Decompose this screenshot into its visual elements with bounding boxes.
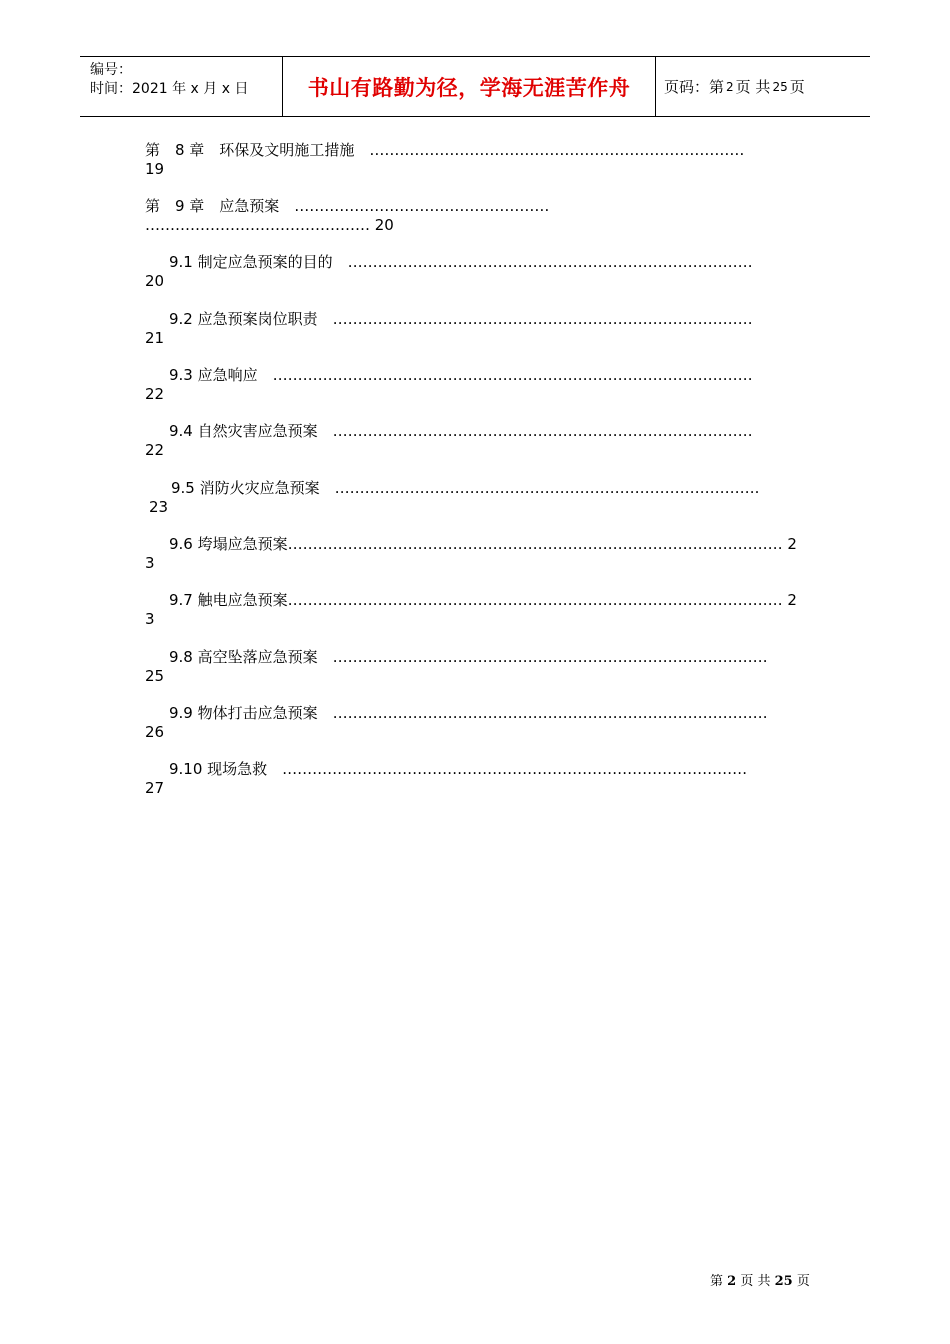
toc-entry-9-6[interactable] — [145, 535, 797, 573]
toc-entry-9-1[interactable] — [145, 253, 753, 291]
toc-entry-title: 9.4 自然灾害应急预案 ………………………………………………………………………… — [169, 422, 753, 440]
document-number-label: 编号： — [90, 62, 132, 78]
toc-entry-page: 19 — [145, 160, 165, 178]
footer-prefix: 第 — [710, 1274, 724, 1289]
toc-entry-page: 26 — [145, 723, 165, 741]
page-total: 25 — [772, 79, 788, 94]
toc-entry-title: 9.3 应急响应 …………………………………………………………………………………… — [169, 366, 753, 384]
toc-entry-page: 22 — [145, 441, 165, 459]
toc-entry-9-2[interactable] — [145, 310, 753, 348]
toc-entry-page: 3 — [145, 554, 155, 572]
toc-entry-9-5[interactable] — [145, 479, 759, 517]
toc-entry-title: 第 9 章 应急预案 …………………………………………… — [145, 197, 550, 215]
header-meta — [90, 61, 248, 99]
header-motto: 书山有路勤为径，学海无涯苦作舟 — [282, 57, 656, 116]
toc-entry-title: 9.6 垮塌应急预案……………………………………………………………………………………… 2 — [169, 535, 797, 553]
toc-entry-9-10[interactable] — [145, 760, 747, 798]
page-label-prefix: 页码：第 — [664, 78, 725, 96]
page-label-suffix: 页 — [789, 78, 805, 96]
page-header — [80, 56, 870, 117]
toc-entry-page: 23 — [149, 498, 169, 516]
toc-entry-title: 9.9 物体打击应急预案 …………………………………………………………………………… — [169, 704, 768, 722]
page-current: 2 — [726, 79, 734, 94]
toc-entry-title: 9.5 消防火灾应急预案 …………………………………………………………………………. — [171, 479, 760, 497]
document-time-label: 时间：2021 年 x 月 x 日 — [90, 81, 249, 97]
toc-entry-title: 9.1 制定应急预案的目的 ……………………………………………………………………… — [169, 253, 753, 271]
toc-entry-title: 9.7 触电应急预案……………………………………………………………………………………… 2 — [169, 591, 797, 609]
toc-entry-page: 20 — [145, 272, 165, 290]
toc-entry-page: 3 — [145, 610, 155, 628]
toc-entry-title: 第 8 章 环保及文明施工措施 ………………………………………………………………… — [145, 141, 745, 159]
header-page-indicator — [664, 57, 805, 116]
footer-mid: 页 共 — [740, 1274, 771, 1289]
footer-page-total: 25 — [774, 1274, 793, 1289]
toc-entry-page: 21 — [145, 329, 165, 347]
footer-page-current: 2 — [727, 1274, 737, 1289]
toc-entry-9-9[interactable] — [145, 704, 768, 742]
toc-entry-9-8[interactable] — [145, 648, 768, 686]
toc-entry-page: 22 — [145, 385, 165, 403]
footer-suffix: 页 — [796, 1274, 810, 1289]
page-footer — [710, 1270, 810, 1289]
toc-entry-title: 9.8 高空坠落应急预案 …………………………………………………………………………… — [169, 648, 768, 666]
toc-entry-9-4[interactable] — [145, 422, 753, 460]
toc-entry-title: 9.2 应急预案岗位职责 ………………………………………………………………………… — [169, 310, 753, 328]
toc-entry-page: 27 — [145, 779, 165, 797]
toc-entry-chapter-8[interactable] — [145, 141, 744, 179]
toc-entry-chapter-9[interactable] — [145, 197, 549, 235]
toc-entry-title: 9.10 现场急救 ………………………………………………………………………………… — [169, 760, 748, 778]
page-label-mid: 页 共 — [735, 78, 771, 96]
toc-entry-9-3[interactable] — [145, 366, 753, 404]
toc-entry-9-7[interactable] — [145, 591, 797, 629]
toc-entry-page: ……………………………………… 20 — [145, 216, 394, 234]
toc-entry-page: 25 — [145, 667, 165, 685]
